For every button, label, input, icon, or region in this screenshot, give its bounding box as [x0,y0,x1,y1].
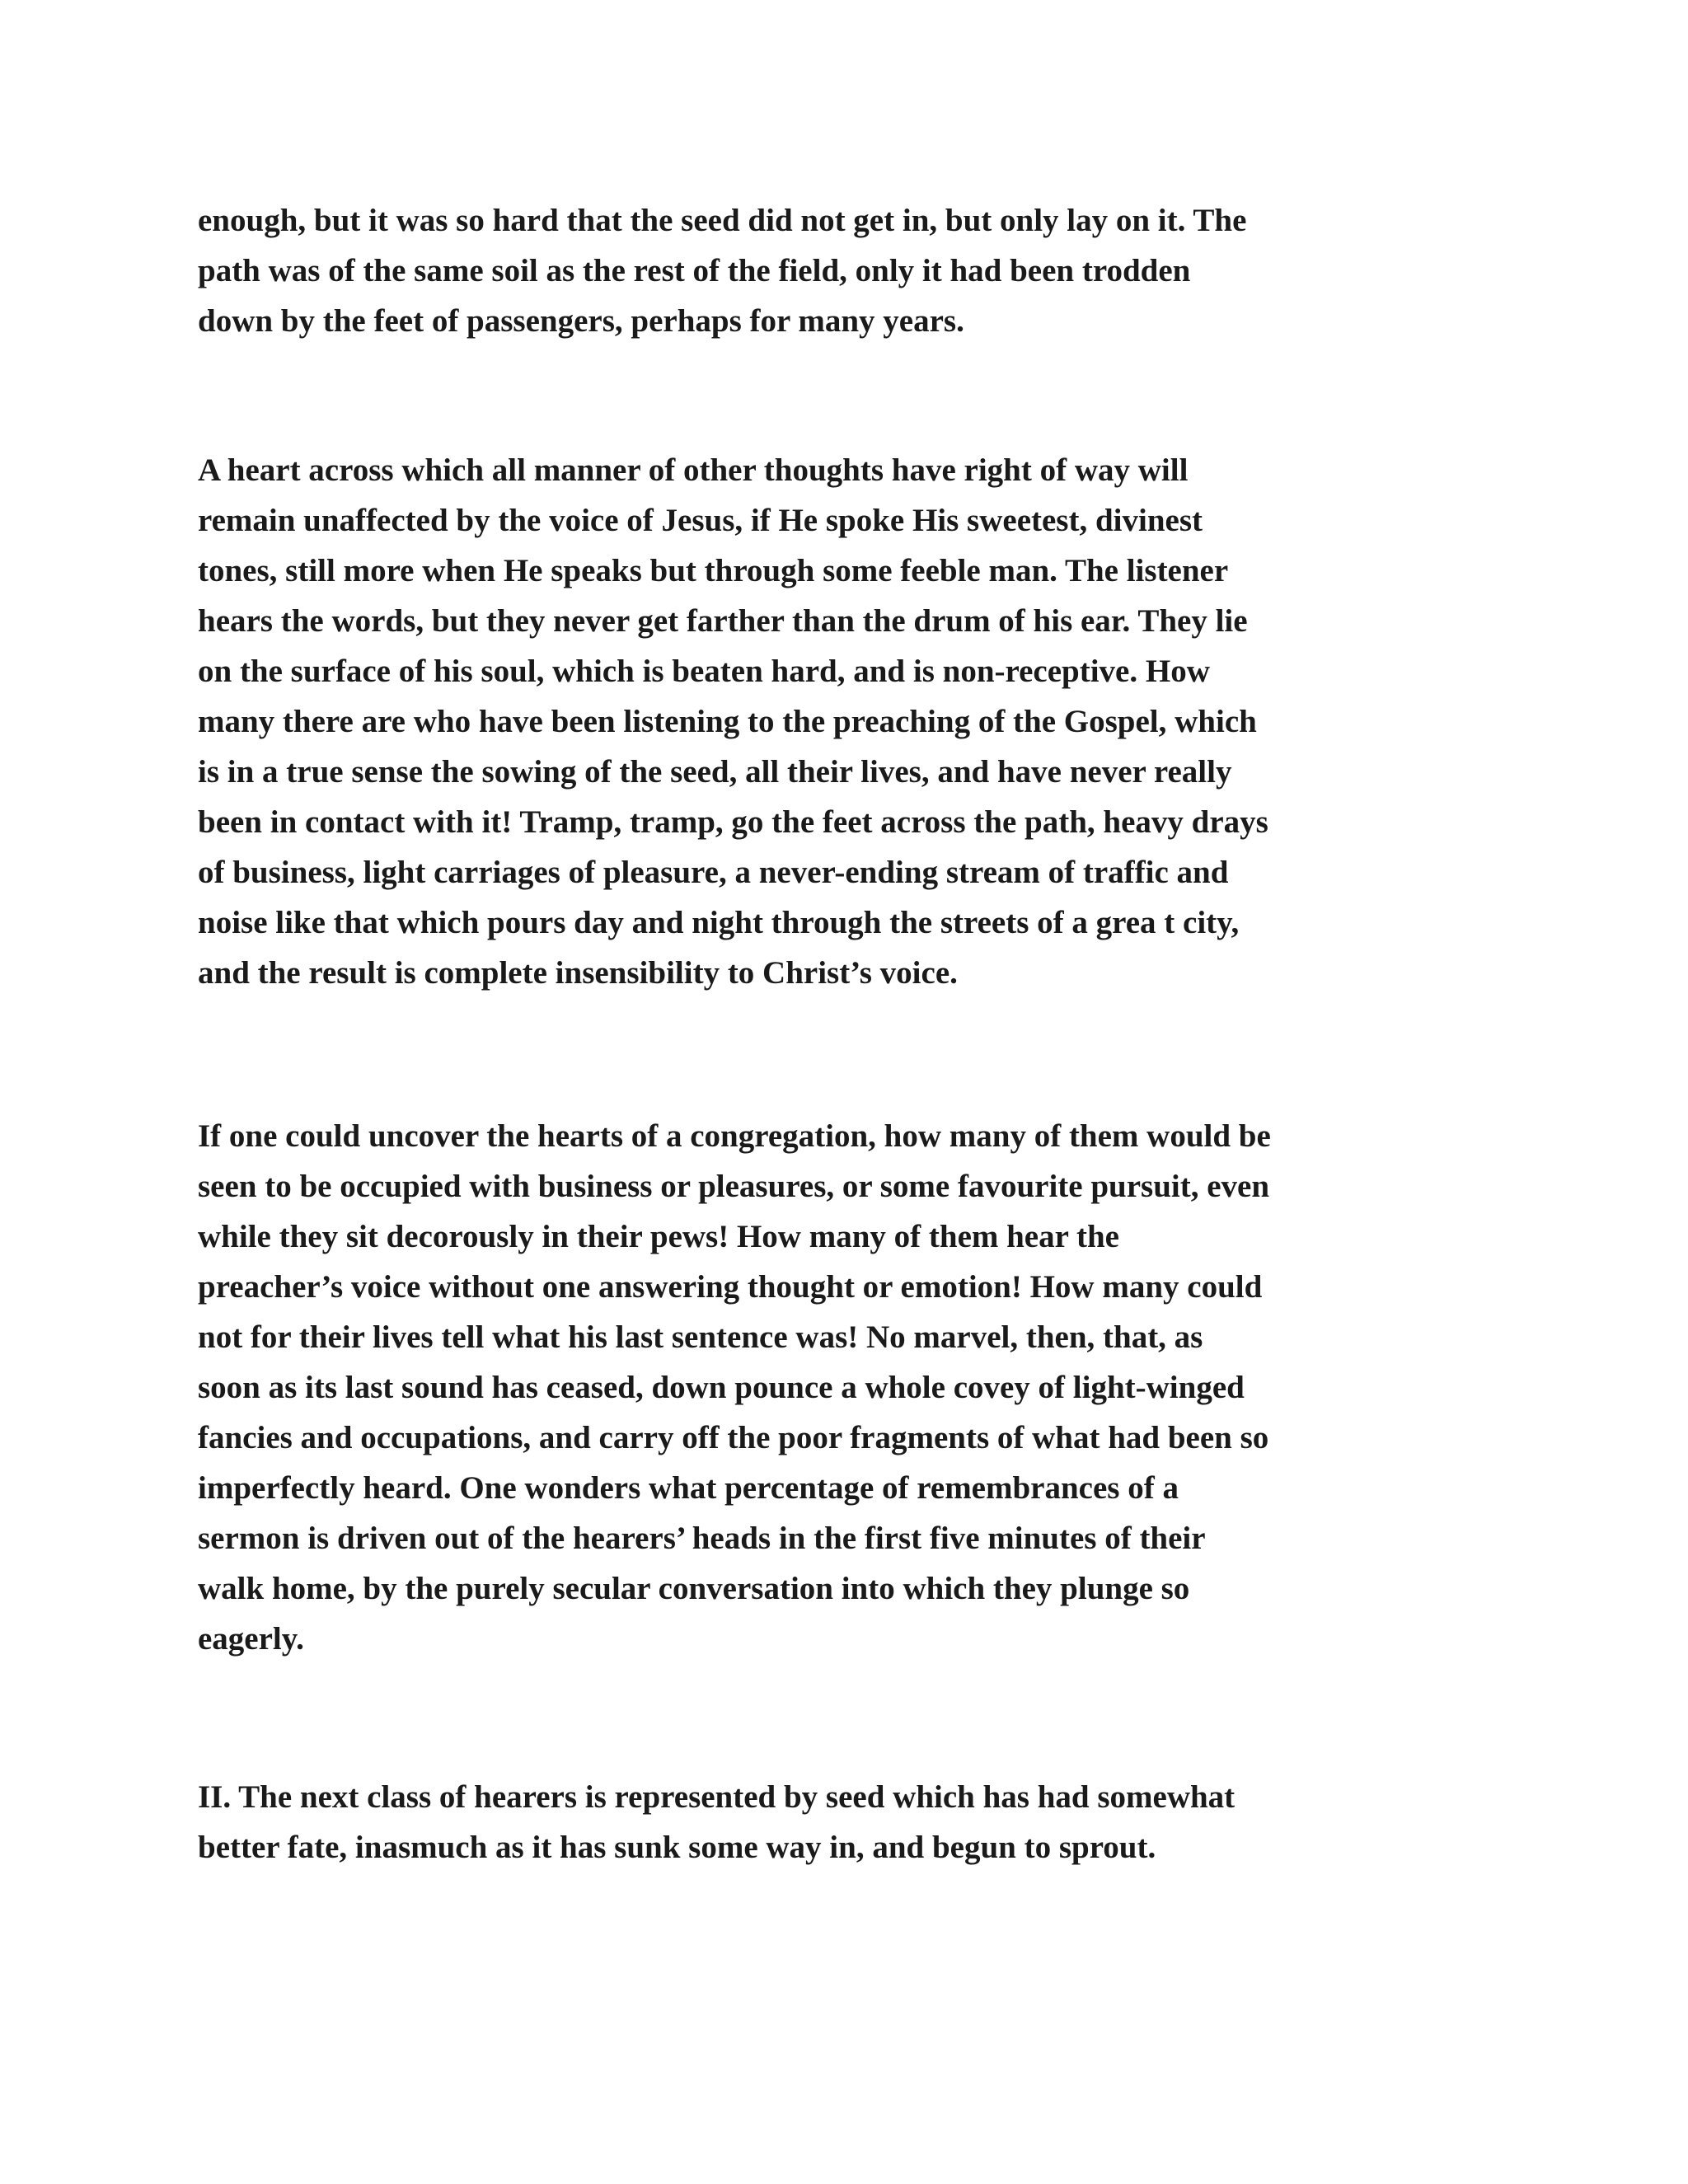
paragraph-2 [198,445,1500,998]
text-line: many there are who have been listening to the preaching of the Gospel, which [198,704,1257,739]
text-line: sermon is driven out of the hearers’ heads in the first five minutes of their [198,1521,1206,1556]
text-line: walk home, by the purely secular conversation into which they plunge so [198,1571,1190,1606]
paragraph-4 [198,1772,1500,1872]
text-line: A heart across which all manner of other thoughts have right of way will [198,452,1189,488]
text-line: If one could uncover the hearts of a congregation, how many of them would be [198,1118,1271,1154]
text-line: noise like that which pours day and night through the streets of a grea t city, [198,905,1240,940]
text-line: eagerly. [198,1621,304,1657]
text-line: better fate, inasmuch as it has sunk some way in, and begun to sprout. [198,1830,1156,1865]
paragraph-3 [198,1111,1500,1664]
text-line: tones, still more when He speaks but through some feeble man. The listener [198,553,1229,588]
text-line: is in a true sense the sowing of the seed, all their lives, and have never really [198,754,1232,790]
text-line: II. The next class of hearers is represented by seed which has had somewhat [198,1779,1236,1815]
text-line: and the result is complete insensibility to Christ’s voice. [198,955,958,991]
text-line: remain unaffected by the voice of Jesus, if He spoke His sweetest, divinest [198,503,1203,538]
text-line: preacher’s voice without one answering thought or emotion! How many could [198,1269,1263,1305]
text-line: while they sit decorously in their pews! How many of them hear the [198,1219,1119,1254]
text-line: down by the feet of passengers, perhaps for many years. [198,303,964,339]
paragraph-1 [198,195,1500,346]
text-line: seen to be occupied with business or pleasures, or some favourite pursuit, even [198,1169,1270,1204]
text-line: enough, but it was so hard that the seed did not get in, but only lay on it. The [198,203,1247,238]
text-line: imperfectly heard. One wonders what percentage of remembrances of a [198,1470,1179,1506]
text-line: hears the words, but they never get farther than the drum of his ear. They lie [198,603,1248,639]
text-line: soon as its last sound has ceased, down pounce a whole covey of light-winged [198,1370,1245,1405]
text-line: not for their lives tell what his last sentence was! No marvel, then, that, as [198,1319,1203,1355]
text-line: of business, light carriages of pleasure, a never-ending stream of traffic and [198,855,1229,890]
text-line: on the surface of his soul, which is beaten hard, and is non-receptive. How [198,654,1210,689]
text-line: been in contact with it! Tramp, tramp, go the feet across the path, heavy drays [198,804,1268,840]
text-line: path was of the same soil as the rest of the field, only it had been trodden [198,253,1191,288]
text-line: fancies and occupations, and carry off the poor fragments of what had been so [198,1420,1269,1455]
